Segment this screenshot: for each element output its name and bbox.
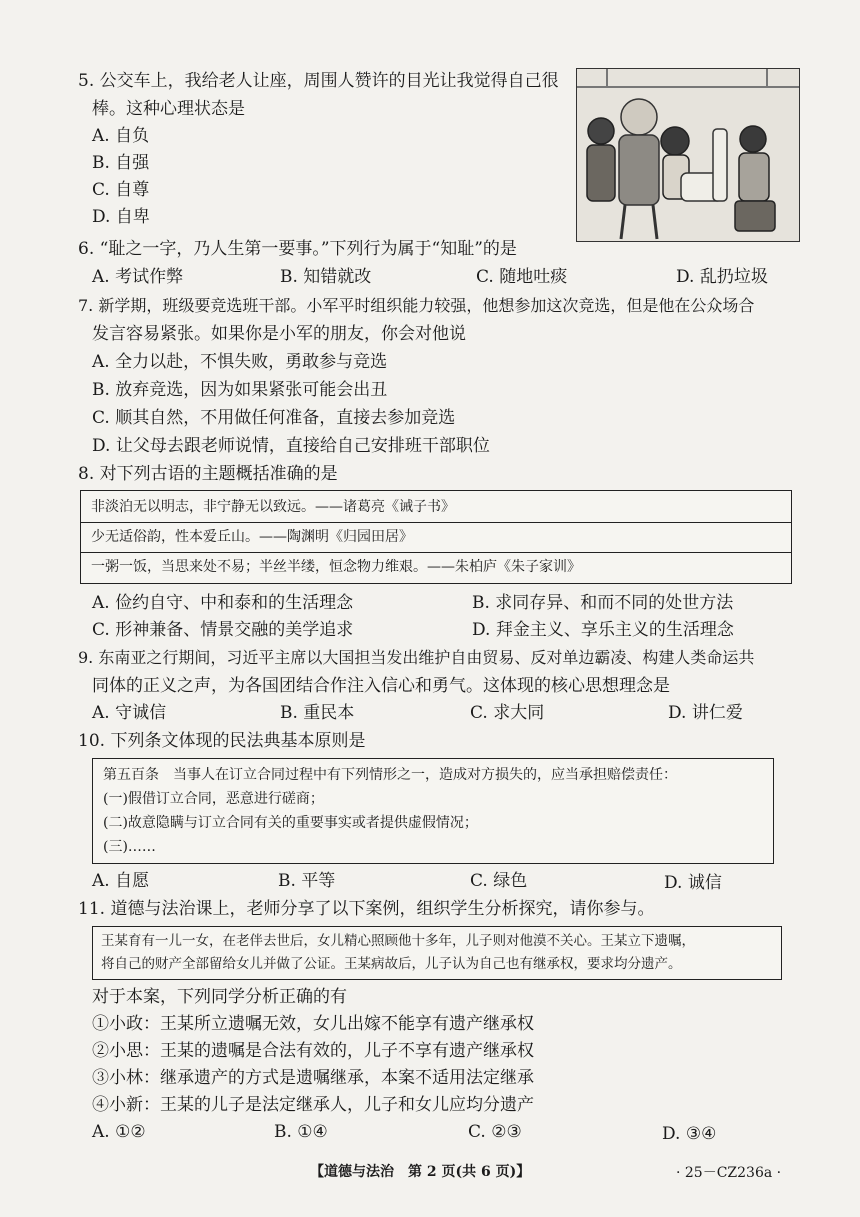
q8-option-d: D. 拜金主义、享乐主义的生活理念 (472, 620, 734, 640)
q7-option-b: B. 放弃竞选，因为如果紧张可能会出丑 (92, 380, 388, 400)
q8-option-b: B. 求同存异、和而不同的处世方法 (472, 593, 734, 613)
q5-stem-line1: 5. 公交车上，我给老人让座，周围人赞许的目光让我觉得自己很 (78, 71, 559, 91)
q11-item-3: ③小林：继承遗产的方式是遗嘱继承，本案不适用法定继承 (92, 1068, 534, 1088)
q10-article-line-1: 第五百条 当事人在订立合同过程中有下列情形之一，造成对方损失的，应当承担赔偿责任： (103, 767, 677, 783)
q9-option-d: D. 讲仁爱 (668, 703, 743, 723)
q8-option-c: C. 形神兼备、情景交融的美学追求 (92, 620, 354, 640)
q8-option-a: A. 俭约自守、中和泰和的生活理念 (92, 593, 354, 613)
q11-option-c: C. ②③ (468, 1122, 522, 1142)
q5-option-d: D. 自卑 (92, 207, 150, 227)
q5-option-c: C. 自尊 (92, 180, 150, 200)
q10-law-article-box (92, 758, 774, 864)
q11-sub-stem: 对于本案，下列同学分析正确的有 (92, 987, 347, 1007)
q8-quote-table (80, 490, 792, 584)
q6-option-a: A. 考试作弊 (92, 267, 184, 287)
q7-option-c: C. 顺其自然，不用做任何准备，直接去参加竞选 (92, 408, 456, 428)
q11-option-d: D. ③④ (662, 1124, 717, 1144)
q5-option-a: A. 自负 (92, 126, 150, 146)
q11-case-box (92, 926, 782, 980)
q7-option-a: A. 全力以赴，不惧失败，勇敢参与竞选 (92, 352, 388, 372)
q7-stem-line2: 发言容易紧张。如果你是小军的朋友，你会对他说 (92, 324, 466, 344)
q11-option-a: A. ①② (92, 1122, 146, 1142)
q9-option-a: A. 守诚信 (92, 703, 167, 723)
exam-code: · 25－CZ236a · (676, 1165, 782, 1181)
q8-quote-row-3: 一粥一饭，当思来处不易；半丝半缕，恒念物力维艰。——朱柏庐《朱子家训》 (91, 559, 581, 575)
q10-article-line-4: (三)…… (103, 839, 156, 855)
bus-seat-illustration (576, 68, 800, 242)
q10-stem: 10. 下列条文体现的民法典基本原则是 (78, 731, 366, 751)
q9-stem-line2: 同体的正义之声，为各国团结合作注入信心和勇气。这体现的核心思想理念是 (92, 676, 670, 696)
q10-option-a: A. 自愿 (92, 871, 150, 891)
q9-option-c: C. 求大同 (470, 703, 545, 723)
q10-article-line-3: (二)故意隐瞒与订立合同有关的重要事实或者提供虚假情况； (103, 815, 478, 831)
q11-case-line-2: 将自己的财产全部留给女儿并做了公证。王某病故后，儿子认为自己也有继承权，要求均分遗产。 (101, 956, 682, 972)
q10-option-b: B. 平等 (278, 871, 336, 891)
q6-option-b: B. 知错就改 (280, 267, 372, 287)
q11-case-line-1: 王某育有一儿一女，在老伴去世后，女儿精心照顾他十多年，儿子则对他漠不关心。王某立下遗嘱， (101, 933, 695, 949)
q8-quote-row-1: 非淡泊无以明志，非宁静无以致远。——诸葛亮《诫子书》 (91, 499, 455, 515)
q5-stem-line2: 棒。这种心理状态是 (92, 99, 245, 119)
q10-option-d: D. 诚信 (664, 873, 722, 893)
q8-quote-row-2: 少无适俗韵，性本爱丘山。——陶渊明《归园田居》 (91, 529, 413, 545)
q6-option-d: D. 乱扔垃圾 (676, 267, 768, 287)
q6-option-c: C. 随地吐痰 (476, 267, 568, 287)
q6-stem: 6. “耻之一字，乃人生第一要事。”下列行为属于“知耻”的是 (78, 239, 517, 259)
cartoon-drawing (577, 69, 799, 241)
q7-option-d: D. 让父母去跟老师说情，直接给自己安排班干部职位 (92, 436, 490, 456)
q11-item-4: ④小新：王某的儿子是法定继承人，儿子和女儿应均分遗产 (92, 1095, 534, 1115)
q9-option-b: B. 重民本 (280, 703, 355, 723)
q11-stem: 11. 道德与法治课上，老师分享了以下案例，组织学生分析探究，请你参与。 (78, 899, 655, 919)
q10-option-c: C. 绿色 (470, 871, 528, 891)
q11-option-b: B. ①④ (274, 1122, 328, 1142)
q10-article-line-2: (一)假借订立合同，恶意进行磋商； (103, 791, 324, 807)
page-footer: 【道德与法治 第 2 页(共 6 页)】 (310, 1164, 531, 1180)
q11-item-2: ②小思：王某的遗嘱是合法有效的，儿子不享有遗产继承权 (92, 1041, 534, 1061)
q11-item-1: ①小政：王某所立遗嘱无效，女儿出嫁不能享有遗产继承权 (92, 1014, 534, 1034)
q8-stem: 8. 对下列古语的主题概括准确的是 (78, 464, 338, 484)
q5-option-b: B. 自强 (92, 153, 150, 173)
q7-stem-line1: 7. 新学期，班级要竞选班干部。小军平时组织能力较强，他想参加这次竞选，但是他在公众场合 (78, 296, 755, 315)
q9-stem-line1: 9. 东南亚之行期间，习近平主席以大国担当发出维护自由贸易、反对单边霸凌、构建人类命运共 (78, 648, 755, 667)
